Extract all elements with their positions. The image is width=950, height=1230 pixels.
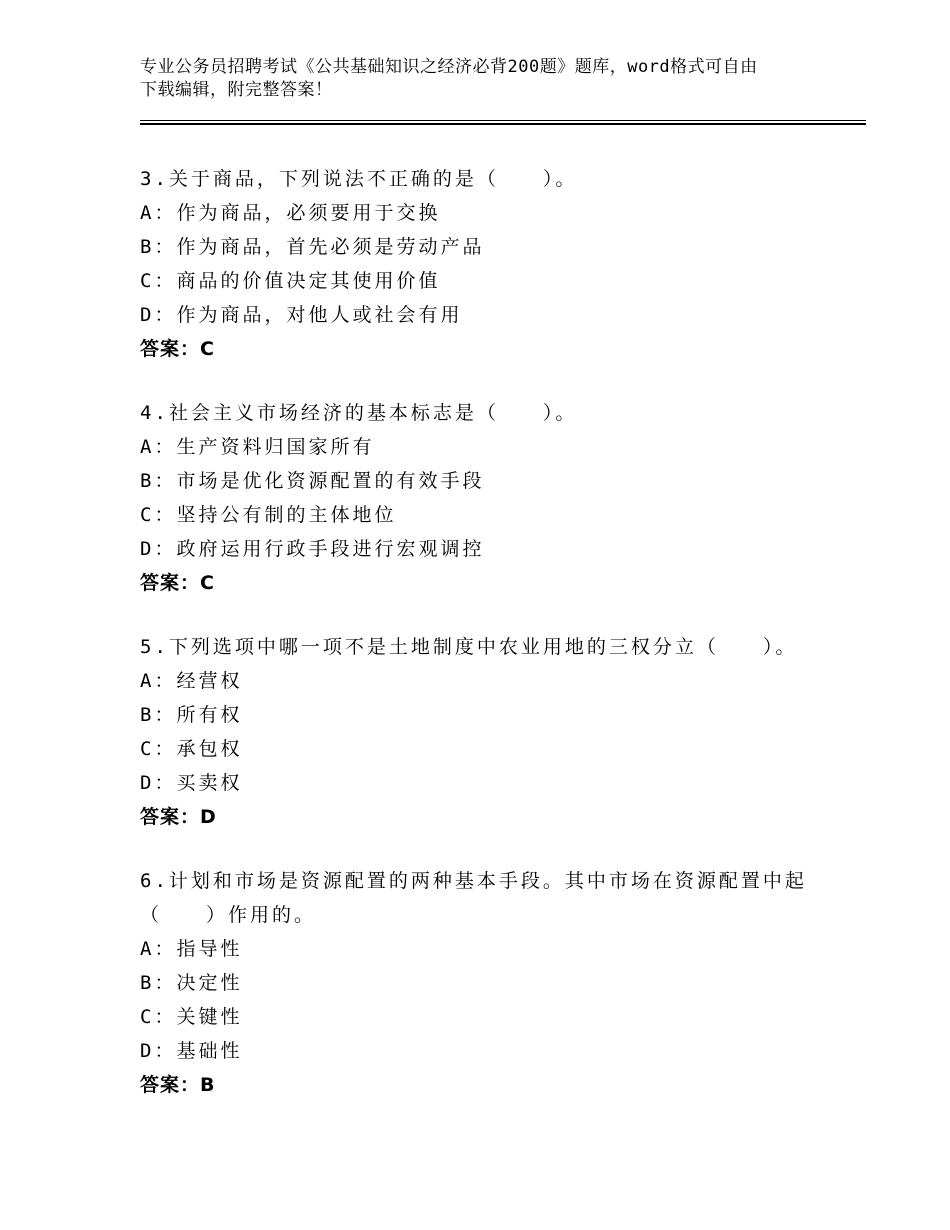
answer-label: 答案：D — [140, 806, 217, 828]
question-stem-continued: （ ）作用的。 — [140, 904, 317, 926]
question-3 — [140, 162, 840, 366]
option-b: B：市场是优化资源配置的有效手段 — [140, 470, 485, 492]
option-b: B：决定性 — [140, 972, 243, 994]
header-line-2: 下载编辑，附完整答案！ — [140, 80, 333, 100]
option-c: C：商品的价值决定其使用价值 — [140, 270, 441, 292]
question-5 — [140, 630, 840, 834]
question-stem: 5.下列选项中哪一项不是土地制度中农业用地的三权分立（ ）。 — [140, 636, 798, 658]
option-b: B：作为商品，首先必须是劳动产品 — [140, 236, 485, 258]
answer-label: 答案：C — [140, 572, 215, 594]
option-a: A：作为商品，必须要用于交换 — [140, 202, 441, 224]
option-d: D：基础性 — [140, 1040, 243, 1062]
option-d: D：政府运用行政手段进行宏观调控 — [140, 538, 485, 560]
option-a: A：指导性 — [140, 938, 243, 960]
option-a: A：经营权 — [140, 670, 243, 692]
question-6 — [140, 864, 840, 1102]
question-4 — [140, 396, 840, 600]
answer-label: 答案：B — [140, 1074, 216, 1096]
question-stem: 3.关于商品，下列说法不正确的是（ ）。 — [140, 168, 578, 190]
document-header — [140, 56, 840, 102]
question-stem: 4.社会主义市场经济的基本标志是（ ）。 — [140, 402, 578, 424]
question-list — [140, 162, 840, 1132]
question-stem: 6.计划和市场是资源配置的两种基本手段。其中市场在资源配置中起 — [140, 870, 807, 892]
option-c: C：关键性 — [140, 1006, 243, 1028]
option-c: C：承包权 — [140, 738, 243, 760]
option-d: D：买卖权 — [140, 772, 243, 794]
option-a: A：生产资料归国家所有 — [140, 436, 375, 458]
header-line-1: 专业公务员招聘考试《公共基础知识之经济必背200题》题库，word格式可自由 — [140, 57, 758, 77]
option-b: B：所有权 — [140, 704, 243, 726]
option-d: D：作为商品，对他人或社会有用 — [140, 304, 463, 326]
header-divider — [140, 120, 866, 125]
option-c: C：坚持公有制的主体地位 — [140, 504, 397, 526]
answer-label: 答案：C — [140, 338, 215, 360]
